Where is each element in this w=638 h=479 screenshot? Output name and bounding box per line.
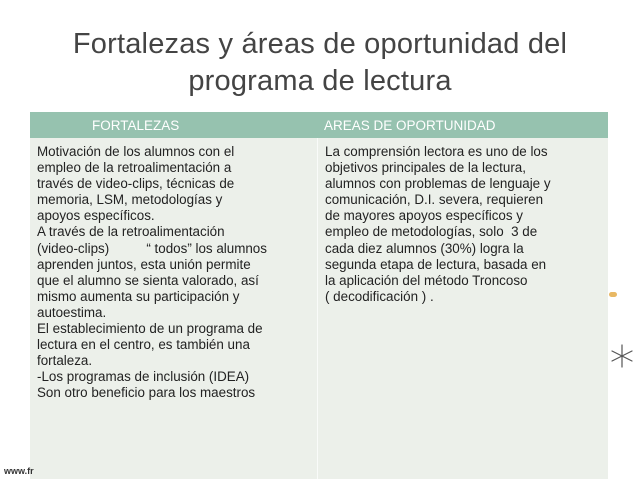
table-header-row bbox=[30, 112, 608, 138]
decorative-asterisk-icon bbox=[609, 343, 635, 369]
comparison-table bbox=[30, 112, 608, 479]
header-fortalezas: FORTALEZAS bbox=[92, 118, 180, 133]
column-divider bbox=[317, 138, 318, 479]
cell-fortalezas: Motivación de los alumnos con el empleo de la retroalimentación a través de video-clips, técnicas de memoria, LSM, metodologías y apoyos específicos. A través de la retroalimentación (video-clips) “ todos” los alumnos aprenden juntos, esta unión permite que el alumno se sienta valorado, así mismo aumenta su participación y autoestima. El establecimiento de un programa de lectura en el centro, es también una fortaleza. -Los programas de inclusión (IDEA) Son otro beneficio para los maestros bbox=[37, 144, 267, 401]
slide-title: Fortalezas y áreas de oportunidad del programa de lectura bbox=[72, 28, 568, 97]
footer-url: www.fr bbox=[4, 466, 34, 476]
header-areas-oportunidad: AREAS DE OPORTUNIDAD bbox=[324, 118, 496, 133]
decorative-dot bbox=[609, 292, 617, 297]
cell-areas-oportunidad: La comprensión lectora es uno de los objetivos principales de la lectura, alumnos con problemas de lenguaje y comunicación, D.I. severa, requieren de mayores apoyos específicos y empleo de metodologías, solo 3 de cada diez alumnos (30%) logra la segunda etapa de lectura, basada en la aplicación del método Troncoso ( decodificación ) . bbox=[325, 144, 551, 304]
